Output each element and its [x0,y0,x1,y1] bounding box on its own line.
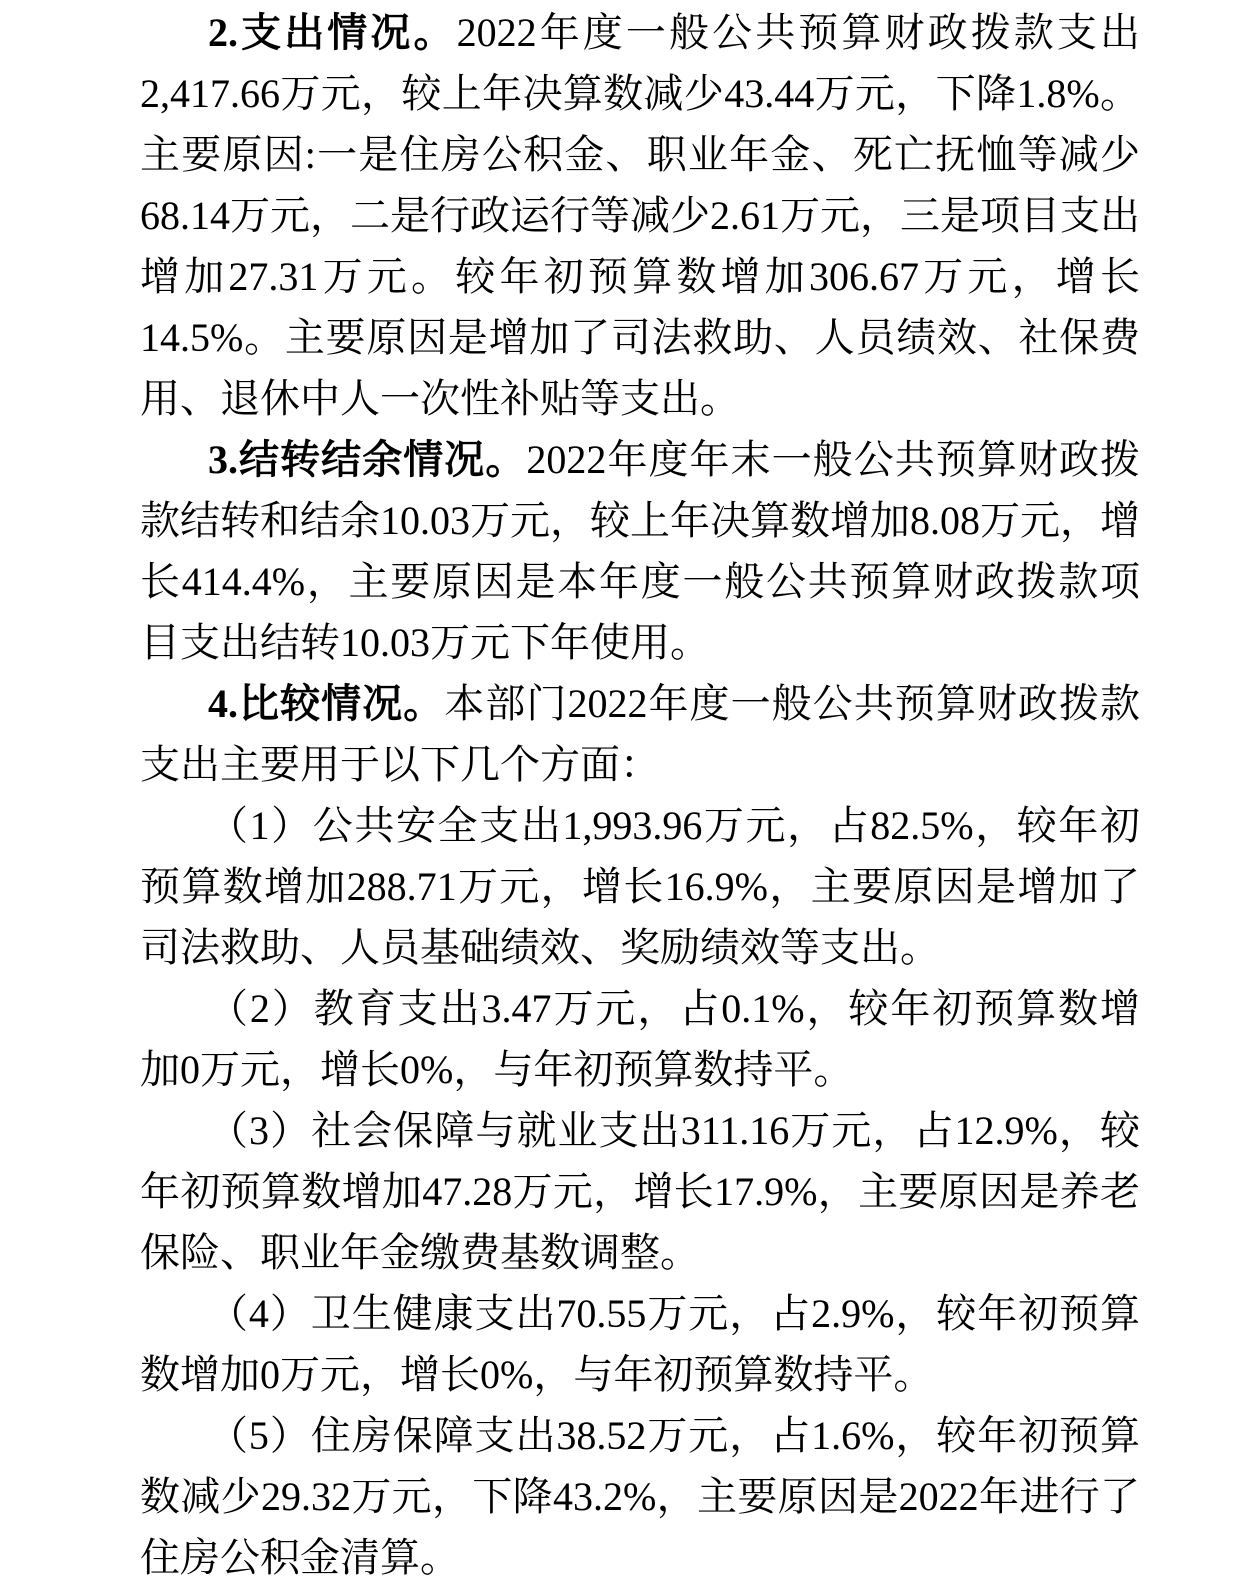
para-comparison [140,673,1140,795]
para-item-4-health [140,1283,1140,1405]
document-page [140,0,1140,1588]
para-comparison-body: 本部门2022年度一般公共预算财政拨款支出主要用于以下几个方面： [140,681,1141,787]
para-item-5-housing [140,1405,1140,1588]
para-item-2-body: （2）教育支出3.47万元，占0.1%，较年初预算数增加0万元，增长0%，与年初预算数持平。 [140,986,1140,1092]
para-carryover-balance-body: 2022年度年末一般公共预算财政拨款结转和结余10.03万元，较上年决算数增加8.08万元，增长414.4%，主要原因是本年度一般公共预算财政拨款项目支出结转10.03万元下年使用。 [140,437,1141,665]
para-item-3-social-security [140,1100,1140,1283]
para-item-1-public-security [140,795,1140,978]
para-expenditure-overview-heading: 2.支出情况。 [208,10,457,55]
para-item-3-body: （3）社会保障与就业支出311.16万元，占12.9%，较年初预算数增加47.28万元，增长17.9%，主要原因是养老保险、职业年金缴费基数调整。 [140,1108,1140,1275]
para-expenditure-overview [140,2,1140,429]
para-comparison-heading: 4.比较情况。 [208,681,445,726]
para-item-2-education [140,978,1140,1100]
para-item-1-body: （1）公共安全支出1,993.96万元，占82.5%，较年初预算数增加288.71万元，增长16.9%，主要原因是增加了司法救助、人员基础绩效、奖励绩效等支出。 [140,803,1140,970]
para-expenditure-overview-body: 2022年度一般公共预算财政拨款支出2,417.66万元，较上年决算数减少43.44万元，下降1.8%。主要原因:一是住房公积金、职业年金、死亡抚恤等减少68.14万元，二是行政运行等减少2.61万元，三是项目支出增加27.31万元。较年初预算数增加306.67万元，增长14.5%。主要原因是增加了司法救助、人员绩效、社保费用、退休中人一次性补贴等支出。 [140,10,1141,421]
para-carryover-balance-heading: 3.结转结余情况。 [208,437,527,482]
para-item-5-body: （5）住房保障支出38.52万元，占1.6%，较年初预算数减少29.32万元，下降43.2%，主要原因是2022年进行了住房公积金清算。 [140,1413,1140,1580]
para-item-4-body: （4）卫生健康支出70.55万元，占2.9%，较年初预算数增加0万元，增长0%，与年初预算数持平。 [140,1291,1140,1397]
para-carryover-balance [140,429,1140,673]
